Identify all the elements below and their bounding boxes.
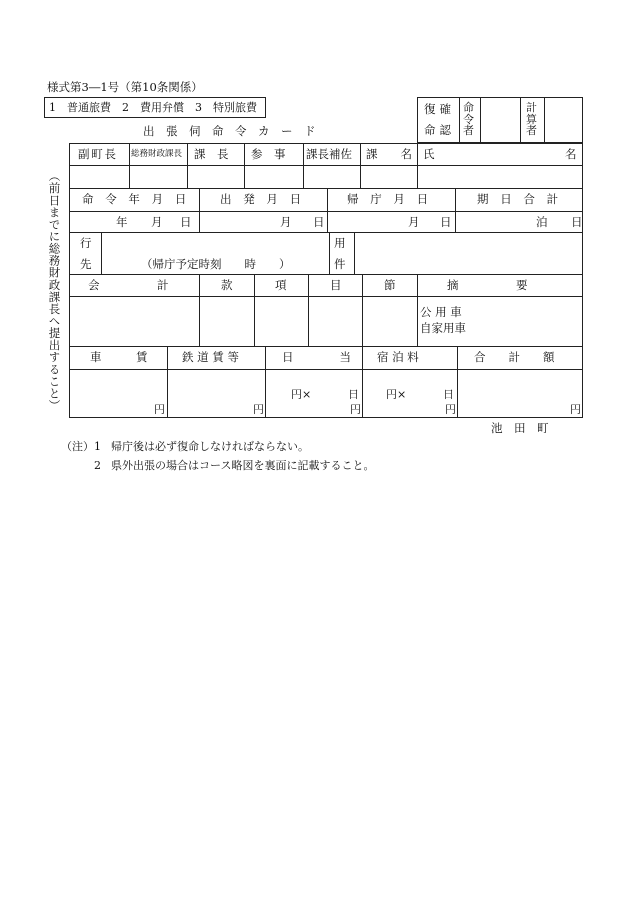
kijitsu-hi-unit: 日	[571, 215, 583, 229]
town-name: 池 田 町	[491, 421, 549, 435]
mei-header: 名	[565, 147, 577, 161]
kou-header: 項	[275, 278, 287, 292]
sanji-header: 参 事	[251, 147, 286, 161]
shuppatsu-tsuki-unit: 月	[280, 215, 292, 229]
moku-header: 目	[330, 278, 342, 292]
shachin-header: 車 賃	[90, 350, 148, 364]
note-2-num: 2	[94, 459, 101, 472]
shuppatsu-date-header: 出 発 月 日	[220, 192, 306, 206]
tekiyou-header: 摘 要	[447, 278, 528, 292]
note-2-text: 県外出張の場合はコース略図を裏面に記載すること。	[111, 459, 375, 472]
shukuhaku-yen-times: 円×	[386, 388, 407, 401]
kan-header: 款	[221, 278, 233, 292]
shachin-yen-unit: 円	[154, 403, 165, 416]
travel-types: 1 普通旅費 2 費用弁償 3 特別旅費	[49, 101, 257, 114]
card-title: 出 張 伺 命 令 カ ー ド	[143, 124, 316, 138]
shimei-header: 氏	[423, 147, 435, 161]
return-time: （帰庁予定時刻 時 ）	[141, 257, 291, 271]
kachou-header: 課 長	[194, 147, 229, 161]
shukuhaku-day-unit: 日	[443, 388, 454, 401]
purpose-label-1: 用	[334, 236, 346, 250]
fukumei-bottom: 命認	[424, 123, 456, 137]
kachouhosa-header: 課長補佐	[306, 147, 352, 161]
public-car-label: 公 用 車	[420, 305, 462, 319]
tetsudou-yen-unit: 円	[253, 403, 264, 416]
nittou-yen-unit: 円	[350, 403, 361, 416]
haku-unit: 泊	[536, 215, 548, 229]
goukei-yen-unit: 円	[570, 403, 581, 416]
shuppatsu-hi-unit: 日	[313, 215, 325, 229]
meirei-hi-unit: 日	[180, 215, 192, 229]
fukuchou-header: 副町長	[78, 147, 118, 161]
nittou-day-unit: 日	[348, 388, 359, 401]
fukumei-top: 復確	[424, 102, 456, 116]
kichou-tsuki-unit: 月	[408, 215, 420, 229]
shukuhaku-header: 宿 泊 料	[377, 350, 419, 364]
meireisha-label: 命令者	[463, 101, 474, 138]
soumu-header: 総務財政課長	[131, 149, 183, 159]
nittou-yen-times: 円×	[291, 388, 312, 401]
kaikei-header: 会 計	[88, 278, 169, 292]
shukuhaku-yen-unit: 円	[445, 403, 456, 416]
note-1-num: 1	[94, 440, 101, 453]
meirei-tsuki-unit: 月	[151, 215, 163, 229]
form-id: 様式第3―1号（第10条関係）	[47, 80, 203, 94]
destination-label-2: 先	[80, 257, 92, 271]
meirei-date-header: 命 令 年 月 日	[82, 192, 191, 206]
note-1-text: 帰庁後は必ず復命しなければならない。	[111, 440, 309, 453]
kichou-hi-unit: 日	[440, 215, 452, 229]
kichou-date-header: 帰 庁 月 日	[347, 192, 433, 206]
kamei-header: 課 名	[366, 147, 412, 161]
side-note: （前日までに総務財政課長へ提出すること）	[47, 170, 62, 412]
setsu-header: 節	[384, 278, 396, 292]
nittou-header: 日 当	[282, 350, 351, 364]
meirei-nen-unit: 年	[116, 215, 128, 229]
goukei-header: 合 計 額	[474, 350, 555, 364]
tetsudou-header: 鉄 道 賃 等	[182, 350, 239, 364]
destination-label-1: 行	[80, 236, 92, 250]
kijitsu-header: 期 日 合 計	[477, 192, 563, 206]
notes-label: （注）	[61, 440, 94, 453]
purpose-label-2: 件	[334, 257, 346, 271]
private-car-label: 自家用車	[420, 321, 466, 335]
keisansha-label: 計算者	[526, 101, 537, 138]
